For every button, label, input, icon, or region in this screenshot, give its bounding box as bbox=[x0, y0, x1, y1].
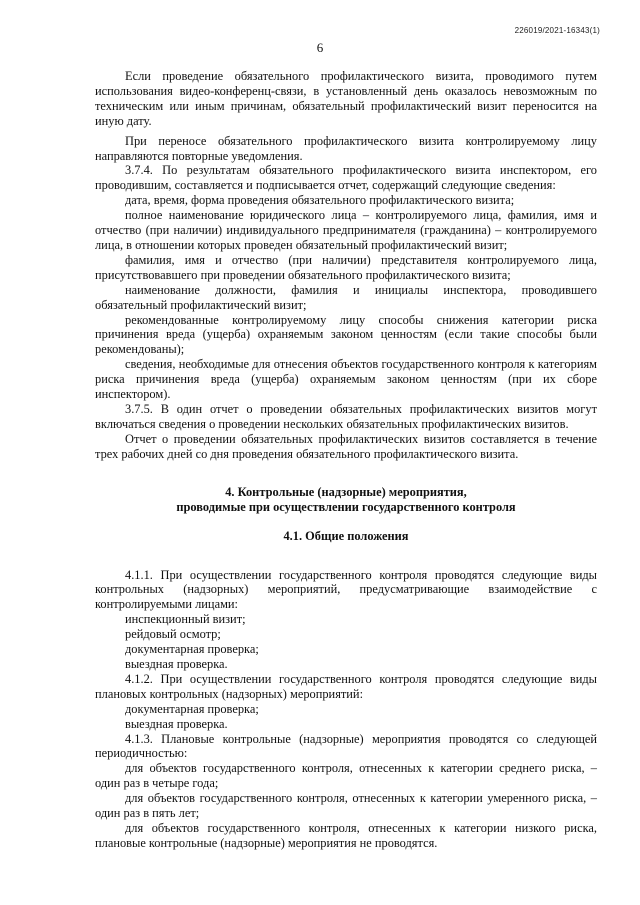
list-item: выездная проверка. bbox=[125, 657, 228, 671]
list-item: для объектов государственного контроля, отнесенных к категории низкого риска, плановые контрольные (надзорные) мероприятия не проводятся. bbox=[95, 820, 597, 850]
list-item: документарная проверка; bbox=[125, 642, 259, 657]
paragraph: При переносе обязательного профилактического визита контролируемому лицу направляются повторные уведомления. bbox=[95, 133, 597, 163]
paragraph: Если проведение обязательного профилактического визита, проводимого путем использования видео-конференц-связи, в установленный день оказалось невозможным по техническим или иным причинам, обязательный профилактический визит переносится на иную дату. bbox=[95, 69, 597, 128]
list-item: инспекционный визит; bbox=[125, 612, 246, 627]
paragraph: 3.7.4. По результатам обязательного профилактического визита инспектором, его проводившим, составляется и подписывается отчет, содержащий следующие сведения: bbox=[95, 163, 597, 193]
list-item: для объектов государственного контроля, отнесенных к категории умеренного риска, – один раз в пять лет; bbox=[95, 791, 597, 821]
paragraph: Отчет о проведении обязательных профилактических визитов составляется в течение трех рабочих дней со дня проведения обязательного профилактического визита. bbox=[95, 431, 597, 461]
list-item: документарная проверка; bbox=[125, 701, 259, 716]
section-heading: 4. Контрольные (надзорные) мероприятия, bbox=[225, 484, 467, 499]
paragraph: наименование должности, фамилия и инициалы инспектора, проводившего обязательный профилактический визит; bbox=[95, 282, 597, 312]
list-item: рейдовый осмотр; bbox=[125, 627, 221, 642]
paragraph: рекомендованные контролируемому лицу способы снижения категории риска причинения вреда (ущерба) охраняемым законом ценностям (если такие способы были рекомендованы); bbox=[95, 312, 597, 357]
subsection-heading: 4.1. Общие положения bbox=[283, 528, 409, 543]
section-heading-subtitle: проводимые при осуществлении государственного контроля bbox=[176, 499, 516, 514]
page-number: 6 bbox=[316, 40, 324, 55]
paragraph: 4.1.2. При осуществлении государственного контроля проводятся следующие виды плановых контрольных (надзорных) мероприятий: bbox=[95, 671, 597, 701]
paragraph: сведения, необходимые для отнесения объектов государственного контроля к категориям риска причинения вреда (ущерба) охраняемым законом ценностям (при их сборе инспектором). bbox=[95, 357, 597, 402]
paragraph: фамилия, имя и отчество (при наличии) представителя контролируемого лица, присутствовавшего при проведении обязательного профилактического визита; bbox=[95, 252, 597, 282]
paragraph: полное наименование юридического лица – контролируемого лица, фамилия, имя и отчество (при наличии) индивидуального предпринимателя (гражданина) – контролируемого лица, в отношении которых проведен обязательный профилактический визит; bbox=[95, 208, 597, 252]
paragraph: 4.1.3. Плановые контрольные (надзорные) мероприятия проводятся со следующей периодичностью: bbox=[95, 731, 597, 761]
list-item: для объектов государственного контроля, отнесенных к категории среднего риска, – один раз в четыре года; bbox=[95, 761, 597, 791]
document-id: 226019/2021-16343(1) bbox=[514, 26, 600, 35]
list-item: выездная проверка. bbox=[125, 716, 228, 731]
paragraph: 3.7.5. В один отчет о проведении обязательных профилактических визитов могут включаться сведения о проведении нескольких обязательных профилактических визитов. bbox=[95, 401, 597, 431]
document-body bbox=[95, 69, 597, 851]
paragraph: дата, время, форма проведения обязательного профилактического визита; bbox=[125, 193, 515, 208]
paragraph: 4.1.1. При осуществлении государственного контроля проводятся следующие виды контрольных (надзорных) мероприятий, предусматривающие взаимодействие с контролируемыми лицами: bbox=[95, 567, 597, 612]
